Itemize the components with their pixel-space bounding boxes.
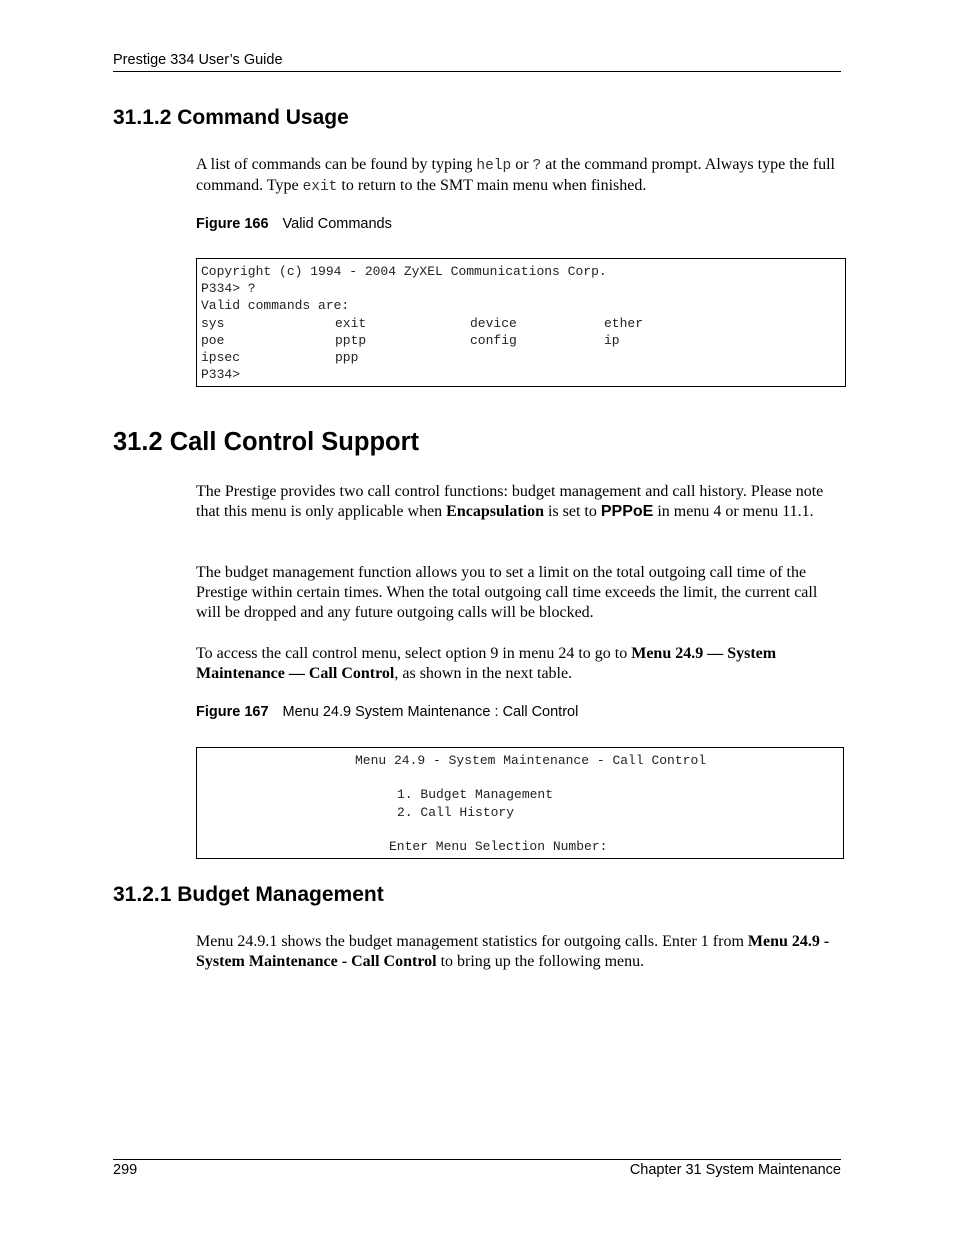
running-header: Prestige 334 User’s Guide (113, 52, 283, 68)
menu-item-call-history: 2. Call History (397, 805, 515, 820)
menu-24-9-term: Menu 24.9 — System Maintenance — Call Control (196, 645, 777, 682)
valid-commands-terminal (196, 258, 846, 387)
menu-24-9-call-control-term: Menu 24.9 - System Maintenance - Call Control (196, 933, 830, 970)
menu-item-budget-management: 1. Budget Management (397, 787, 554, 802)
command-exit: exit (335, 316, 367, 331)
command-poe: poe (201, 333, 225, 348)
figure-167-caption: Figure 167 Menu 24.9 System Maintenance : Call Control (196, 704, 579, 720)
command-ipsec: ipsec (201, 350, 241, 365)
terminal-final-prompt: P334> (201, 367, 241, 382)
chapter-title: Chapter 31 System Maintenance (629, 1162, 841, 1178)
figure-166-caption: Figure 166 Valid Commands (196, 216, 392, 232)
call-control-paragraph-3: To access the call control menu, select option 9 in menu 24 to go to Menu 24.9 — System Maintenance — Call Control, as shown in the next table. (196, 645, 777, 682)
header-rule (113, 71, 841, 72)
section-heading-budget-management: 31.2.1 Budget Management (113, 883, 384, 906)
menu-selection-prompt: Enter Menu Selection Number: (389, 839, 608, 854)
section-heading-call-control-support: 31.2 Call Control Support (113, 428, 420, 456)
command-pptp: pptp (335, 333, 367, 348)
command-ip: ip (604, 333, 620, 348)
exit-command: exit (302, 179, 338, 195)
command-usage-paragraph: A list of commands can be found by typing help or ? at the command prompt. Always type the full command. Type exit to return to the SMT main menu when finished. (196, 156, 835, 195)
command-ether: ether (604, 316, 644, 331)
call-control-menu-title: Menu 24.9 - System Maintenance - Call Control (355, 753, 707, 768)
call-control-menu-terminal (196, 747, 844, 859)
terminal-prompt-line: P334> ? (201, 281, 256, 296)
terminal-valid-commands-line: Valid commands are: (201, 298, 350, 313)
budget-management-paragraph: Menu 24.9.1 shows the budget management statistics for outgoing calls. Enter 1 from Menu 24.9 - System Maintenance - Call Control to bring up the following menu. (196, 933, 830, 970)
command-device: device (470, 316, 517, 331)
command-ppp: ppp (335, 350, 359, 365)
question-command: ? (532, 158, 542, 174)
call-control-paragraph-2: The budget management function allows you to set a limit on the total outgoing call time of the Prestige within certain times. When the total outgoing call time exceeds the limit, the current call will be dropped and any future outgoing calls will be blocked. (196, 564, 818, 621)
command-config: config (470, 333, 517, 348)
terminal-copyright-line: Copyright (c) 1994 - 2004 ZyXEL Communications Corp. (201, 264, 607, 279)
help-command: help (476, 158, 512, 174)
command-sys: sys (201, 316, 225, 331)
encapsulation-term: Encapsulation (446, 503, 544, 520)
section-heading-command-usage: 31.1.2 Command Usage (113, 106, 349, 129)
footer-rule (113, 1159, 841, 1160)
page-number: 299 (113, 1162, 138, 1178)
pppoe-term: PPPoE (600, 503, 654, 520)
call-control-paragraph-1: The Prestige provides two call control functions: budget management and call history. Please note that this menu is only applicable when Encapsulation is set to PPPoE in menu 4 or menu 11.1. (196, 483, 824, 520)
